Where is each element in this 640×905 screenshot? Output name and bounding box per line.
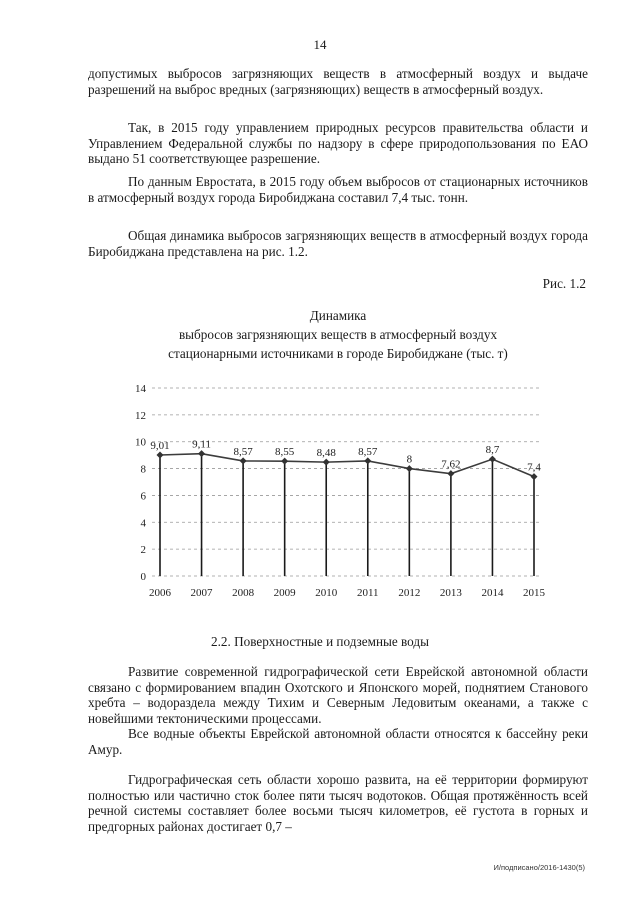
paragraph: Так, в 2015 году управлением природных ресурсов правительства области и Управлением Федеральной службы по надзору в сфере природопользования по ЕАО выдано 51 соответствующее разрешение.: [88, 120, 588, 166]
chart-title-line: Динамика: [309, 308, 367, 323]
data-point: [198, 450, 205, 457]
data-label: 8,57: [233, 445, 253, 458]
x-tick-label: 2007: [190, 587, 213, 599]
emissions-line-chart: [120, 378, 560, 606]
x-tick-label: 2009: [273, 587, 296, 599]
data-label: 9,11: [192, 438, 211, 451]
y-tick-label: 0: [140, 571, 146, 583]
data-point: [323, 459, 330, 466]
data-label: 8: [406, 453, 413, 466]
y-tick-label: 8: [140, 463, 146, 476]
data-point: [489, 456, 496, 463]
data-label: 8,57: [358, 445, 378, 458]
y-tick-label: 6: [140, 490, 146, 503]
series-line: [160, 454, 534, 477]
paragraph: Развитие современной гидрографической сети Еврейской автономной области связано с формированием впадин Охотского и Японского морей, поднятием Станового хребта – водораздела между Тихим и Северным Ледовитым океанами, а также с новейшими тектоническими процессами.: [88, 664, 588, 726]
x-tick-label: 2010: [315, 587, 338, 599]
x-tick-label: 2008: [232, 587, 255, 599]
x-tick-label: 2014: [481, 587, 504, 599]
paragraph: Все водные объекты Еврейской автономной области относятся к бассейну реки Амур.: [88, 726, 588, 757]
data-point: [364, 457, 371, 464]
data-point: [406, 465, 413, 472]
paragraph: допустимых выбросов загрязняющих веществ в атмосферный воздух и выдаче разрешений на выброс вредных (загрязняющих) веществ в атмосферный воздух.: [88, 66, 588, 97]
data-point: [531, 473, 538, 480]
data-point: [281, 458, 288, 465]
x-tick-label: 2013: [439, 587, 462, 599]
data-point: [240, 457, 247, 464]
data-label: 9,01: [150, 440, 170, 453]
chart-title-line: стационарными источниками в городе Биробиджане (тыс. т): [168, 346, 508, 361]
paragraph: По данным Евростата, в 2015 году объем выбросов от стационарных источников в атмосферный воздух города Биробиджана составил 7,4 тыс. тонн.: [88, 174, 588, 205]
y-tick-label: 12: [135, 409, 146, 422]
paragraph: Общая динамика выбросов загрязняющих веществ в атмосферный воздух города Биробиджана представлена на рис. 1.2.: [88, 228, 588, 259]
y-tick-label: 2: [140, 544, 146, 557]
data-label: 8,7: [485, 444, 500, 457]
chart-title-line: выбросов загрязняющих веществ в атмосферный воздух: [178, 327, 498, 342]
x-tick-label: 2012: [398, 587, 421, 599]
data-point: [157, 452, 164, 459]
y-tick-label: 10: [135, 436, 146, 449]
data-point: [447, 470, 454, 477]
data-label: 7,62: [441, 458, 461, 471]
y-tick-label: 4: [140, 517, 146, 530]
y-tick-label: 14: [135, 383, 146, 395]
data-label: 7,4: [527, 461, 541, 474]
x-tick-label: 2006: [149, 587, 171, 599]
footer-code: И/подписано/2016-1430(5): [493, 863, 585, 872]
data-label: 8,48: [316, 447, 336, 460]
x-tick-label: 2015: [523, 587, 545, 599]
page-number: 14: [313, 37, 327, 52]
section-heading: 2.2. Поверхностные и подземные воды: [211, 634, 429, 649]
figure-label: Рис. 1.2: [542, 276, 586, 291]
data-label: 8,55: [275, 446, 295, 459]
x-tick-label: 2011: [356, 587, 379, 599]
paragraph: Гидрографическая сеть области хорошо развита, на её территории формируют полностью или частично сток более пяти тысяч водотоков. Общая протяжённость всей речной системы составляет более восьми тысяч километров, её густота в горных и предгорных районах достигает 0,7 –: [88, 772, 588, 834]
